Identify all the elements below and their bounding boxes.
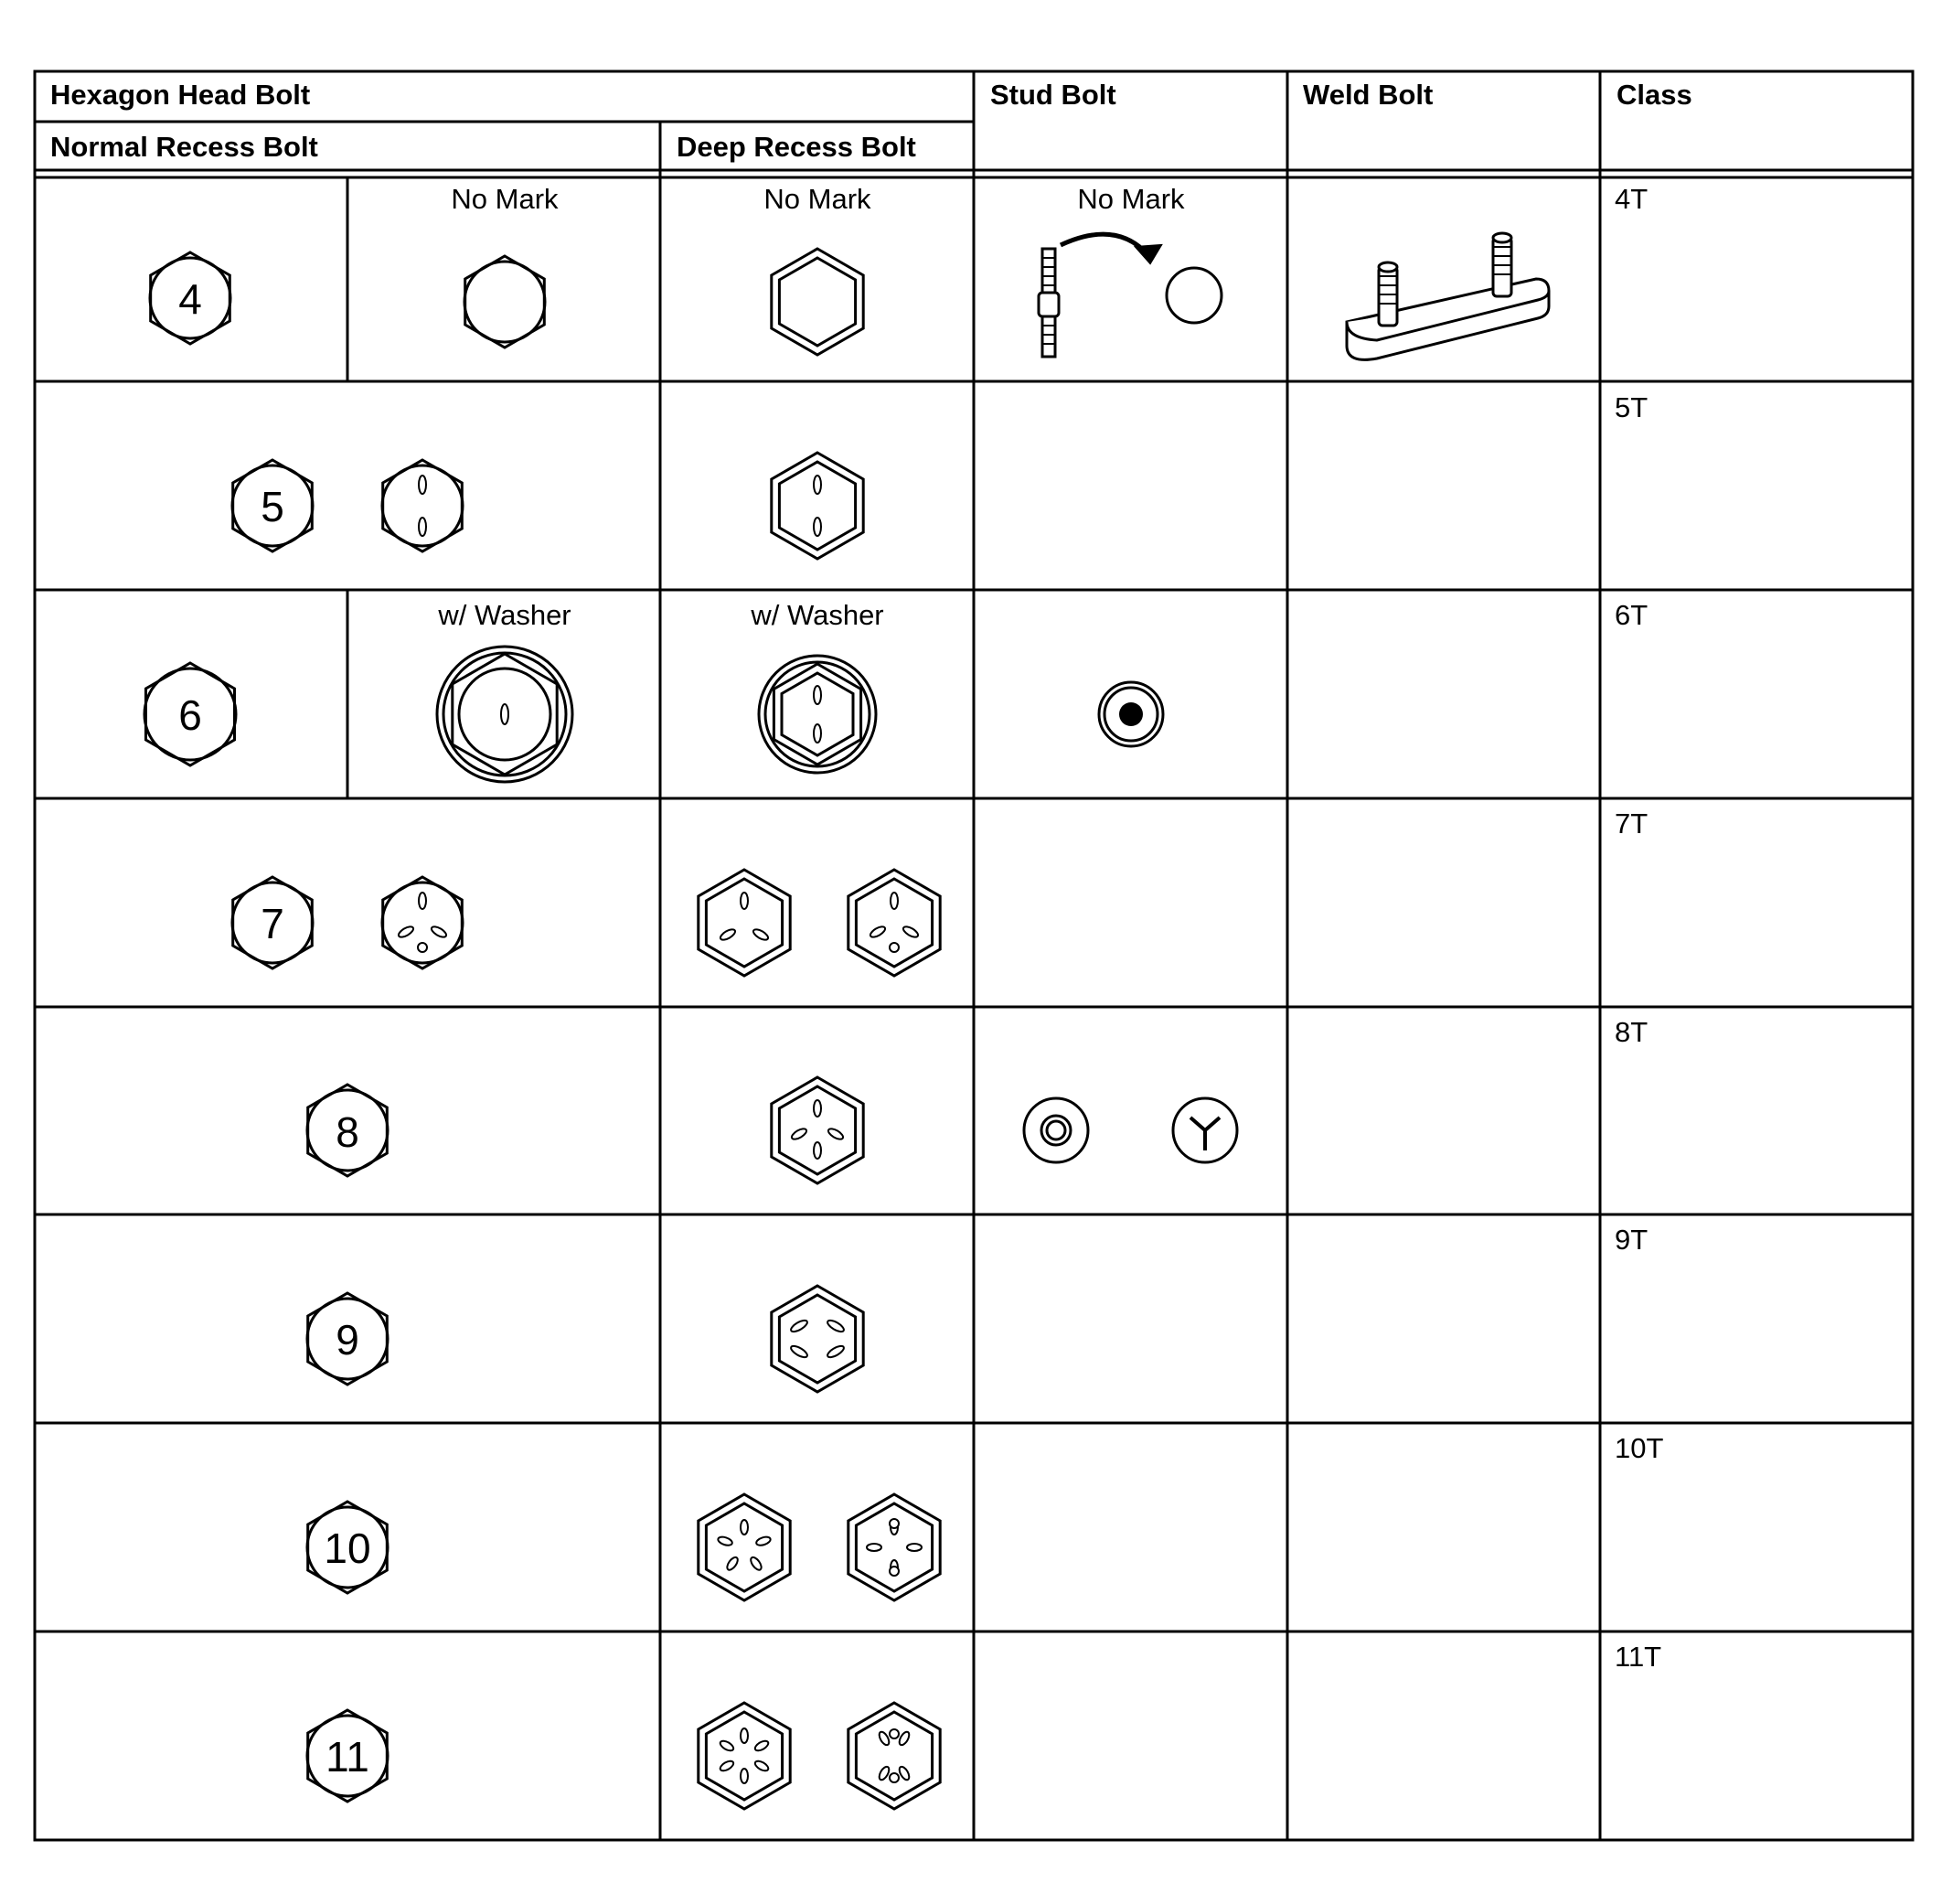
stud-filled-dot-mark-icon [1099, 682, 1163, 746]
washer-two-line-mark-icon [759, 656, 876, 773]
deep-recess-no-mark-icon [772, 249, 863, 355]
head-number-6: 6 [178, 691, 202, 739]
deep-two-line-mark-icon [772, 453, 863, 559]
deep-six-line-mark-icon [699, 1703, 790, 1809]
two-line-mark-icon [382, 460, 463, 551]
class-label: 9T [1615, 1224, 1649, 1256]
deep-five-line-mark-icon [699, 1494, 790, 1600]
deep-four-line-mark-icon [772, 1077, 863, 1183]
stud-no-mark-illustration [1039, 234, 1222, 357]
three-line-dot-mark-icon [382, 877, 463, 968]
note-no-mark-normal: No Mark [451, 183, 559, 215]
header-normal-recess-bolt: Normal Recess Bolt [50, 131, 318, 163]
note-no-mark-stud: No Mark [1077, 183, 1185, 215]
hex-head-no-mark-icon [464, 256, 545, 348]
deep-five-line-dot-mark-icon [848, 1494, 940, 1600]
stud-double-ring-mark-icon [1024, 1098, 1088, 1162]
head-number-11: 11 [325, 1733, 369, 1781]
class-label: 7T [1615, 808, 1649, 840]
head-number-9: 9 [336, 1316, 359, 1364]
head-number-7: 7 [261, 900, 284, 947]
washer-one-line-mark-icon [437, 647, 572, 782]
deep-six-line-dot-mark-icon [848, 1703, 940, 1809]
note-washer-deep: w/ Washer [751, 599, 884, 631]
class-label: 10T [1615, 1432, 1664, 1464]
class-label: 5T [1615, 391, 1649, 423]
deep-three-line-dot-mark-icon [848, 870, 940, 976]
note-no-mark-deep: No Mark [763, 183, 871, 215]
class-label: 6T [1615, 599, 1649, 631]
head-number-8: 8 [336, 1108, 359, 1156]
head-number-4: 4 [178, 275, 202, 323]
class-label: 4T [1615, 183, 1649, 215]
deep-four-diagonal-line-mark-icon [772, 1286, 863, 1392]
head-number-5: 5 [261, 483, 284, 530]
class-label: 11T [1615, 1641, 1662, 1673]
head-number-10: 10 [324, 1524, 371, 1572]
header-deep-recess-bolt: Deep Recess Bolt [677, 131, 916, 163]
class-label: 8T [1615, 1016, 1649, 1048]
stud-y-mark-icon [1173, 1098, 1237, 1162]
header-stud-bolt: Stud Bolt [990, 79, 1116, 111]
deep-three-line-mark-icon [699, 870, 790, 976]
weld-plate-illustration [1347, 233, 1549, 359]
note-washer-normal: w/ Washer [438, 599, 571, 631]
header-hexagon-head-bolt: Hexagon Head Bolt [50, 79, 311, 111]
header-class: Class [1617, 79, 1692, 111]
header-weld-bolt: Weld Bolt [1303, 79, 1434, 111]
